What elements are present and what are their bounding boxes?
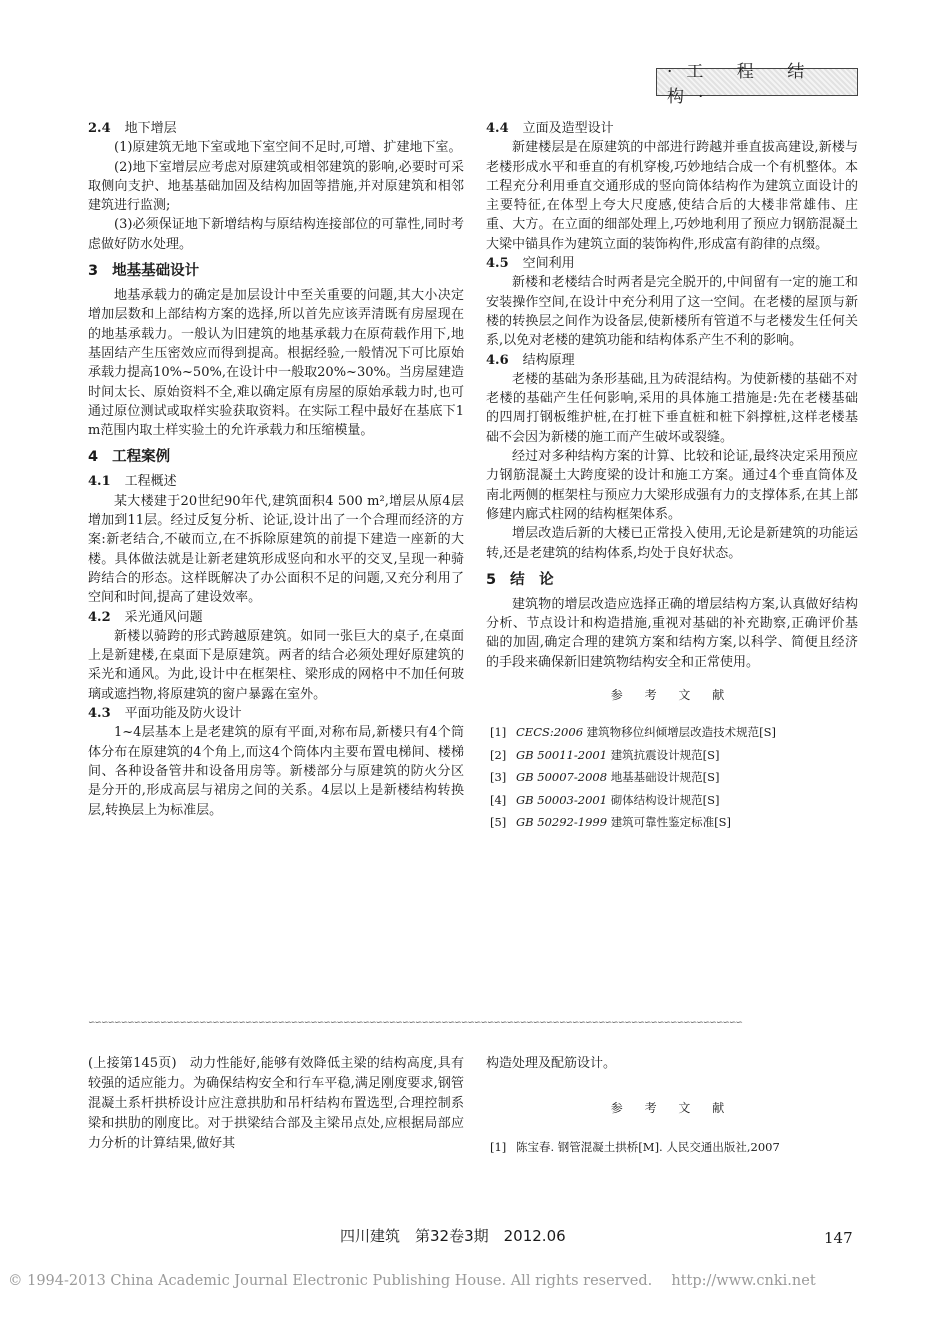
heading-4-1: 4.1 工程概述 [88, 474, 177, 490]
reference-item: [2] GB 50011-2001 建筑抗震设计规范[S] [490, 747, 720, 762]
copyright-notice: © 1994-2013 China Academic Journal Electronic Publishing House. All rights reserved. http://www.cnki.net [8, 1273, 816, 1289]
page-footer [0, 1225, 950, 1253]
continuation-left [88, 1054, 464, 1154]
references-title: 参 考 文 献 [610, 1101, 734, 1115]
paragraph: (3)必须保证地下新增结构与原结构连接部位的可靠性,同时考虑做好防水处理。 [88, 217, 464, 252]
paragraph: 经过对多种结构方案的计算、比较和论证,最终决定采用预应力钢筋混凝土大跨度梁的设计和施工方案。通过4个垂直筒体及南北两侧的框架柱与预应力大梁形成强有力的支撑体系,在其上部修建内廊式柱网的结构框架体系。 [486, 449, 858, 522]
heading-4-2: 4.2 采光通风问题 [88, 609, 203, 625]
paragraph: 增层改造后新的大楼已正常投入使用,无论是新建筑的功能运转,还是老建筑的结构体系,均处于良好状态。 [486, 526, 858, 561]
continuation-right [486, 1054, 858, 1159]
paragraph: 建筑物的增层改造应选择正确的增层结构方案,认真做好结构分析、节点设计和构造措施,重视对基础的补充勘察,正确评价基础的加固,确定合理的建筑方案和结构方案,以科学、简便且经济的手段来确保新旧建筑物结构安全和正常使用。 [486, 596, 858, 670]
heading-4-5: 4.5 空间利用 [486, 256, 575, 272]
paragraph: (上接第145页) 动力性能好,能够有效降低主梁的结构高度,具有较强的适应能力。为确保结构安全和行车平稳,满足刚度要求,钢管混凝土系杆拱桥设计应注意拱肋和吊杆结构布置选型,合理控制系梁和拱肋的刚度比。对于拱梁结合部及主梁吊点处,应根据局部应力分析的计算结果,做好其 [88, 1056, 464, 1151]
paragraph: 新建楼层是在原建筑的中部进行跨越并垂直拔高建设,新楼与老楼形成水平和垂直的有机穿梭,巧妙地结合成一个有机整体。本工程充分利用垂直交通形成的竖向筒体结构作为建筑立面设计的主要特征,在体型上夸大尺度感,使结合后的大楼非常雄伟、庄重、大方。在立面的细部处理上,巧妙地利用了预应力钢筋混凝土大梁中锚具作为建筑立面的装饰构件,形成富有韵律的点缀。 [486, 140, 858, 252]
section-header-label: ·工 程 结 构· [656, 68, 858, 96]
journal-info: 四川建筑 第32卷3期 2012.06 [340, 1227, 566, 1245]
paragraph: (2)地下室增层应考虑对原建筑或相邻建筑的影响,必要时可采取侧向支护、地基基础加固及结构加固等措施,并对原建筑和相邻建筑进行监测; [88, 159, 464, 214]
paragraph: 某大楼建于20世纪90年代,建筑面积4 500 m²,增层从原4层增加到11层。经过反复分析、论证,设计出了一个合理而经济的方案:新老结合,不破而立,在不拆除原建筑的前提下建造一座新的大楼。具体做法就是让新老建筑形成竖向和水平的交叉,呈现一种骑跨结合的形态。这样既解决了办公面积不足的问题,又充分利用了空间和时间,提高了建设效率。 [88, 493, 464, 606]
reference-item: [3] GB 50007-2008 地基基础设计规范[S] [490, 770, 720, 785]
paragraph: 新楼和老楼结合时两者是完全脱开的,中间留有一定的施工和安装操作空间,在设计中充分利用了这一空间。在老楼的屋顶与新楼的转换层之间作为设备层,使新楼所有管道不与老楼发生任何关系,以免对老楼的建筑功能和结构体系产生不利的影响。 [486, 275, 858, 349]
heading-4-6: 4.6 结构原理 [486, 352, 575, 368]
references-title: 参 考 文 献 [610, 688, 734, 703]
heading-5: 5 结 论 [486, 571, 554, 588]
reference-item: [1] CECS:2006 建筑物移位纠倾增层改造技术规范[S] [490, 725, 777, 740]
reference-item: [1] 陈宝春. 钢管混凝土拱桥[M]. 人民交通出版社,2007 [490, 1140, 780, 1154]
heading-4-3: 4.3 平面功能及防火设计 [88, 706, 242, 722]
reference-list [486, 721, 858, 834]
paragraph: 地基承载力的确定是加层设计中至关重要的问题,其大小决定增加层数和上部结构方案的选择,所以首先应该弄清既有房屋现在的地基承载力。一般认为旧建筑的地基承载力在原荷载作用下,地基固结产生压密效应而得到提高。根据经验,一般情况下可比原始承载力提高10%~50%,在设计中一般取20%~30%。当房屋建造时间太长、原始资料不全,难以确定原有房屋的原始承载力时,也可通过原位测试或取样实验获取资料。在实际工程中最好在基底下1 m范围内取土样实验土的允许承载力和压缩模量。 [88, 288, 464, 439]
reference-item: [4] GB 50003-2001 砌体结构设计规范[S] [490, 792, 720, 807]
heading-3: 3 地基基础设计 [88, 263, 200, 280]
heading-2-4: 2.4 地下增层 [88, 121, 177, 136]
paragraph: 构造处理及配筋设计。 [486, 1056, 617, 1071]
left-column [88, 119, 464, 820]
paragraph: 老楼的基础为条形基础,且为砖混结构。为使新楼的基础不对老楼的基础产生任何影响,采用的具体施工措施是:先在老楼基础的四周打钢板维护桩,在打桩下垂直桩和桩下斜撑桩,这样老楼基础不会因为新楼的施工而产生破坏或裂缝。 [486, 371, 858, 445]
paragraph: (1)原建筑无地下室或地下室空间不足时,可增、扩建地下室。 [114, 140, 462, 156]
wavy-divider: ∽∽∽∽∽∽∽∽∽∽∽∽∽∽∽∽∽∽∽∽∽∽∽∽∽∽∽∽∽∽∽∽∽∽∽∽∽∽∽∽∽∽∽∽∽∽∽∽∽∽∽∽∽∽∽∽∽∽∽∽∽∽∽∽∽∽∽∽∽∽∽∽∽∽∽∽∽∽∽∽∽∽∽∽∽∽∽∽∽∽∽∽∽∽∽∽∽∽∽∽ [88, 1019, 743, 1027]
reference-item: [5] GB 50292-1999 建筑可靠性鉴定标准[S] [490, 815, 732, 830]
heading-4-4: 4.4 立面及造型设计 [486, 121, 614, 136]
paragraph: 新楼以骑跨的形式跨越原建筑。如同一张巨大的桌子,在桌面上是新建楼,在桌面下是原建筑。两者的结合必须处理好原建筑的采光和通风。为此,设计中在框架柱、梁形成的网格中不加任何玻璃或遮挡物,将原建筑的窗户暴露在室外。 [88, 628, 464, 702]
page-number: 147 [824, 1229, 853, 1247]
heading-4: 4 工程案例 [88, 449, 171, 466]
paragraph: 1~4层基本上是老建筑的原有平面,对称布局,新楼只有4个筒体分布在原建筑的4个角上,而这4个筒体内主要布置电梯间、楼梯间、各种设备管井和设备用房等。新楼部分与原建筑的防火分区是分开的,形成高层与裙房之间的关系。4层以上是新楼结构转换层,转换层上为标准层。 [88, 725, 464, 818]
right-column [486, 119, 858, 834]
